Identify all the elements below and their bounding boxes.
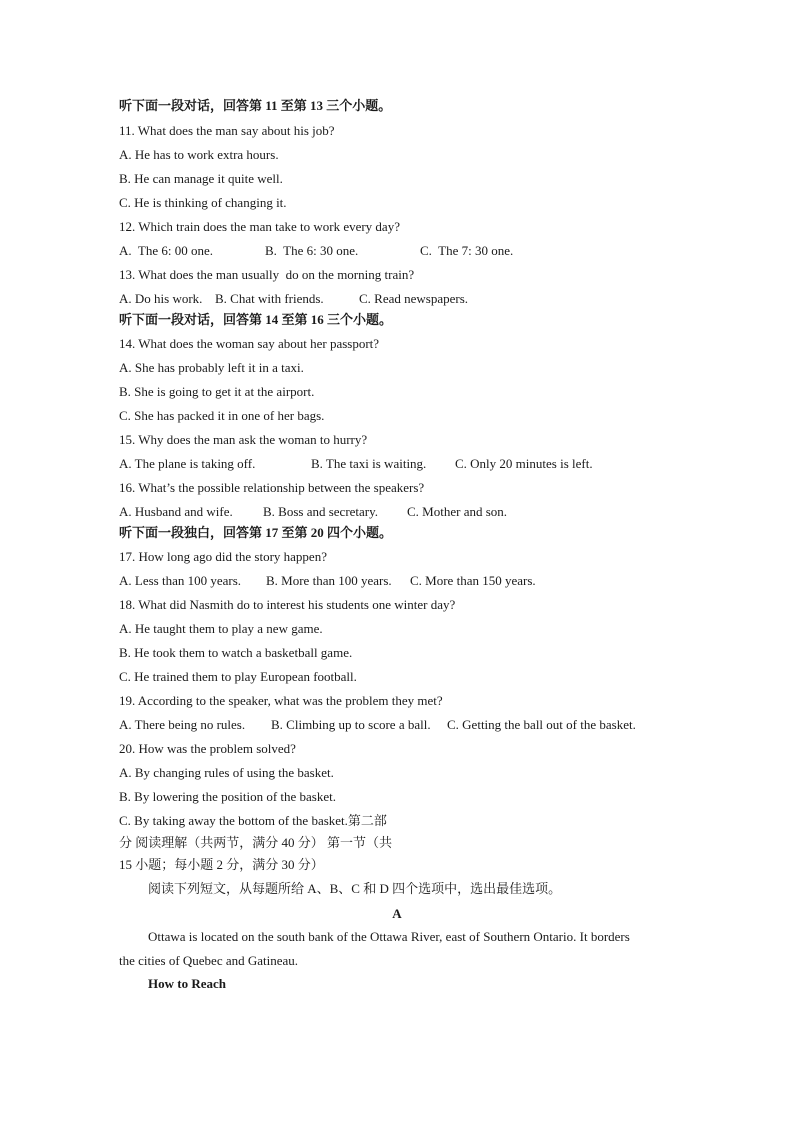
q13-option-a: A. Do his work. (119, 291, 203, 306)
q17-option-a: A. Less than 100 years. (119, 573, 242, 588)
passage-a-line2: the cities of Quebec and Gatineau. (119, 953, 299, 968)
q20-option-c: C. By taking away the bottom of the basket. (119, 813, 348, 828)
q17-option-c: C. More than 150 years. (410, 573, 536, 588)
question-18: 18. What did Nasmith do to interest his students one winter day? (119, 597, 456, 612)
question-16: 16. What’s the possible relationship between the speakers? (119, 480, 425, 495)
q13-option-b: B. Chat with friends. (215, 291, 324, 306)
question-14: 14. What does the woman say about her passport? (119, 336, 380, 351)
part2-title-start: 第二部 (347, 813, 387, 828)
q19-option-a: A. There being no rules. (119, 717, 246, 732)
q12-option-a: A. The 6: 00 one. (119, 243, 213, 258)
q18-option-a: A. He taught them to play a new game. (119, 621, 323, 636)
q20-option-a: A. By changing rules of using the basket. (119, 765, 334, 780)
passage-label: A (392, 906, 402, 921)
q19-option-c: C. Getting the ball out of the basket. (447, 717, 636, 732)
q15-option-b: B. The taxi is waiting. (311, 456, 427, 471)
passage-a-subheading: How to Reach (148, 976, 226, 991)
q17-option-b: B. More than 100 years. (266, 573, 392, 588)
q14-option-a: A. She has probably left it in a taxi. (119, 360, 304, 375)
question-13: 13. What does the man usually do on the morning train? (119, 267, 415, 282)
part2-title-line2: 分 阅读理解（共两节，满分 40 分） 第一节（共 (119, 835, 393, 850)
section-heading-14-16: 听下面一段对话，回答第 14 至第 16 三个小题。 (119, 312, 393, 327)
section-heading-11-13: 听下面一段对话，回答第 11 至第 13 三个小题。 (119, 98, 392, 113)
q12-option-c: C. The 7: 30 one. (420, 243, 514, 258)
q13-option-c: C. Read newspapers. (359, 291, 469, 306)
q19-option-b: B. Climbing up to score a ball. (271, 717, 431, 732)
question-19: 19. According to the speaker, what was the problem they met? (119, 693, 443, 708)
q11-option-a: A. He has to work extra hours. (119, 147, 279, 162)
q11-option-c: C. He is thinking of changing it. (119, 195, 287, 210)
q16-option-a: A. Husband and wife. (119, 504, 233, 519)
q12-option-b: B. The 6: 30 one. (265, 243, 359, 258)
section-heading-17-20: 听下面一段独白，回答第 17 至第 20 四个小题。 (119, 525, 393, 540)
question-17: 17. How long ago did the story happen? (119, 549, 327, 564)
question-20: 20. How was the problem solved? (119, 741, 296, 756)
q20-option-b: B. By lowering the position of the basket. (119, 789, 337, 804)
part2-title-line3: 15 小题；每小题 2 分，满分 30 分） (119, 857, 324, 872)
question-15: 15. Why does the man ask the woman to hurry? (119, 432, 368, 447)
question-12: 12. Which train does the man take to work every day? (119, 219, 400, 234)
q14-option-b: B. She is going to get it at the airport. (119, 384, 315, 399)
q15-option-c: C. Only 20 minutes is left. (455, 456, 593, 471)
q18-option-c: C. He trained them to play European football. (119, 669, 357, 684)
passage-a-line1: Ottawa is located on the south bank of the Ottawa River, east of Southern Ontario. It borders (148, 929, 630, 944)
q16-option-c: C. Mother and son. (407, 504, 508, 519)
q20-option-c-line (119, 813, 387, 829)
q11-option-b: B. He can manage it quite well. (119, 171, 283, 186)
reading-instruction: 阅读下列短文，从每题所给 A、B、C 和 D 四个选项中，选出最佳选项。 (148, 881, 562, 896)
q14-option-c: C. She has packed it in one of her bags. (119, 408, 325, 423)
question-11: 11. What does the man say about his job? (119, 123, 335, 138)
q16-option-b: B. Boss and secretary. (263, 504, 379, 519)
q18-option-b: B. He took them to watch a basketball game. (119, 645, 353, 660)
q15-option-a: A. The plane is taking off. (119, 456, 256, 471)
